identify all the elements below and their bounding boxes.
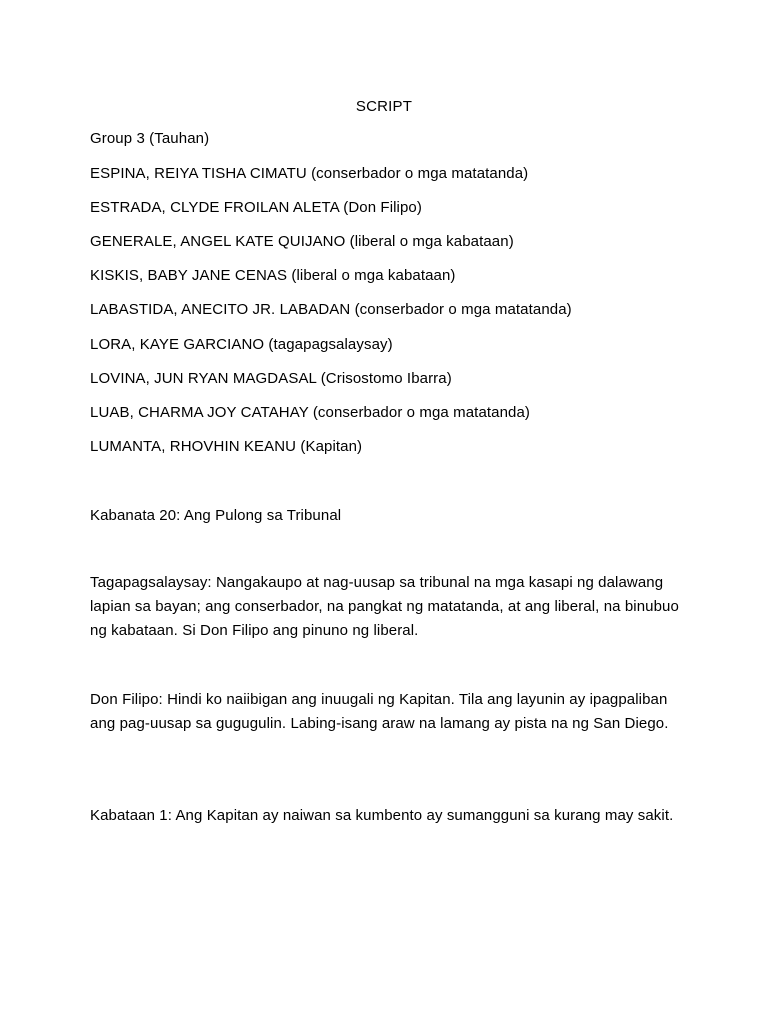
cast-member: LUMANTA, RHOVHIN KEANU (Kapitan) [90, 438, 363, 455]
group-heading: Group 3 (Tauhan) [90, 130, 210, 147]
cast-member: ESTRADA, CLYDE FROILAN ALETA (Don Filipo) [90, 199, 422, 216]
dialogue-paragraph: Tagapagsalaysay: Nangakaupo at nag-uusap sa tribunal na mga kasapi ng dalawang lapian sa bayan; ang conserbador, na pangkat ng matatanda, at ang liberal, na binubuo ng kabataan. Si Don Filipo ang pinuno ng liberal. [90, 574, 679, 639]
cast-member: LOVINA, JUN RYAN MAGDASAL (Crisostomo Ibarra) [90, 370, 452, 387]
dialogue-paragraph: Kabataan 1: Ang Kapitan ay naiwan sa kumbento ay sumangguni sa kurang may sakit. [90, 807, 674, 824]
cast-member: LUAB, CHARMA JOY CATAHAY (conserbador o mga matatanda) [90, 404, 531, 421]
cast-member: LABASTIDA, ANECITO JR. LABADAN (conserbador o mga matatanda) [90, 301, 572, 318]
cast-member: GENERALE, ANGEL KATE QUIJANO (liberal o mga kabataan) [90, 233, 514, 250]
cast-member: KISKIS, BABY JANE CENAS (liberal o mga kabataan) [90, 267, 456, 284]
chapter-heading: Kabanata 20: Ang Pulong sa Tribunal [90, 507, 342, 524]
cast-member: ESPINA, REIYA TISHA CIMATU (conserbador o mga matatanda) [90, 165, 529, 182]
script-title: SCRIPT [355, 98, 413, 115]
dialogue-paragraph: Don Filipo: Hindi ko naiibigan ang inuugali ng Kapitan. Tila ang layunin ay ipagpaliban ang pag-uusap sa gugugulin. Labing-isang araw na lamang ay pista na ng San Diego. [90, 691, 669, 732]
cast-member: LORA, KAYE GARCIANO (tagapagsalaysay) [90, 336, 393, 353]
